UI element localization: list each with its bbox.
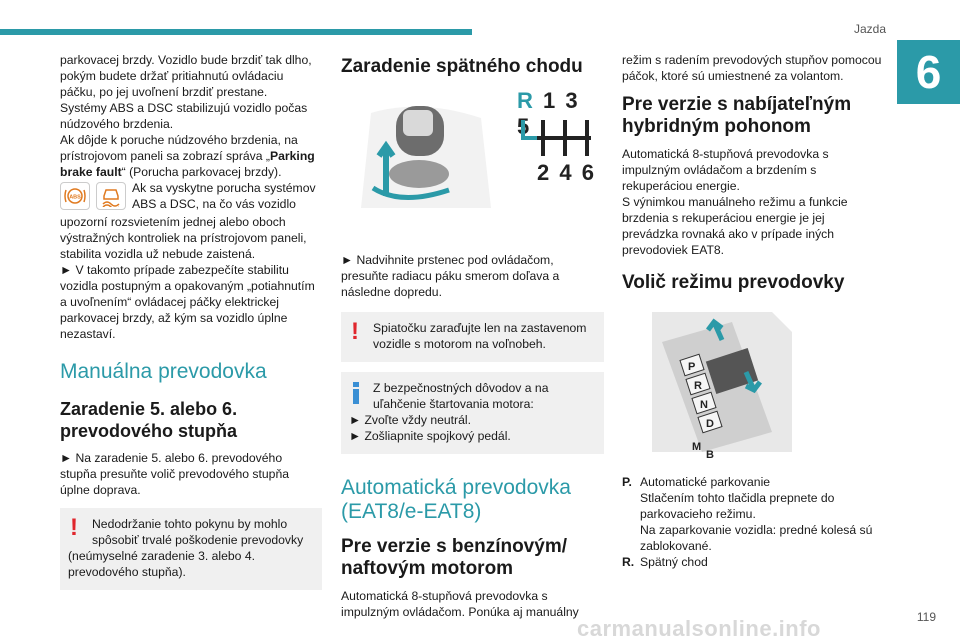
info-note: Z bezpečnostných dôvodov a na uľahčenie štartovania motora: ► Zvoľte vždy neutrál. ► Zošliapnite spojkový pedál. [341,372,604,454]
page-number: 119 [916,610,936,624]
header-accent-bar [0,29,472,35]
warning-note: ! Nedodržanie tohto pokynu by mohlo spôsobiť trvalé poškodenie prevodovky (neúmyselné zaradenie 3. alebo 4. prevodového stupňa). [60,508,322,590]
subsection-title: Zaradenie spätného chodu [341,56,583,77]
legend-item: R. Spätný chod [622,555,708,569]
paragraph: Systémy ABS a DSC stabilizujú vozidlo počas núdzového brzdenia. [60,101,308,131]
selector-letter-r: R [694,380,702,392]
paragraph: parkovacej brzdy. Vozidlo bude brzdiť tak dlho, pokým budete držať pritiahnutú ovládaciu páčku, po jej uvoľnení brzdiť prestane. [60,53,312,99]
warning-note: ! Spiatočku zaraďujte len na zastavenom vozidle s motorom na voľnobeh. [341,312,604,362]
gear-selector-illustration [622,302,884,462]
paragraph: S výnimkou manuálneho režimu a funkcie brzdenia s rekuperáciou energie je jej prevádzka rovnaká ako v prípade iných prevodoviek EAT8. [622,195,848,257]
paragraph: ► V takomto prípade zabezpečíte stabilitu vozidla postupným a opakovaným „potiahnutím a uvoľnením“ ovládacej páčky elektrickej parkovacej brzdy, až kým sa vozidlo úplne nezastaví. [60,263,315,341]
section-title: Manuálna prevodovka [60,360,267,383]
subsection-title: Volič režimu prevodovky [622,272,845,293]
column-2 [341,52,604,620]
abs-warning-icon [60,182,90,210]
watermark: carmanualsonline.info [577,616,821,640]
gear-selector-figure [622,302,884,462]
chapter-name: Jazda [853,22,886,36]
icons-caption: ABS a DSC, na čo vás vozidlo [132,197,296,211]
warning-icon: ! [70,514,78,541]
warning-icon: ! [351,318,359,345]
reverse-gear-figure [341,88,604,208]
warning-icons-row [60,182,322,214]
svg-text:ABS: ABS [69,194,81,201]
icons-caption: Ak sa vyskytne porucha systémov [132,181,316,195]
subsection-title: Pre verzie s benzínovým/ naftovým motorom [341,536,567,579]
info-icon [353,382,359,404]
paragraph: ► Na zaradenie 5. alebo 6. prevodového stupňa presuňte volič prevodového stupňa úplne doprava. [60,451,290,497]
paragraph: upozorní rozsvietením jednej alebo oboch výstražných kontroliek na prístrojovom paneli, stabilita vozidla už nebude zaistená. [60,215,307,261]
stability-warning-icon [96,182,126,210]
selector-letter-d: D [706,418,714,430]
column-3 [622,52,884,570]
selector-letter-p: P [688,361,696,373]
gear-pattern-top: R 1 3 5 [517,88,580,139]
gear-pattern-bottom: 2 4 6 [537,160,596,185]
subsection-title: Zaradenie 5. alebo 6. prevodového stupňa [60,399,238,441]
paragraph: režim s radením prevodových stupňov pomocou páčok, ktoré sú umiestnené za volantom. [622,53,882,83]
column-1 [60,52,322,590]
chapter-number-badge: 6 [897,40,960,104]
paragraph: Ak dôjde k poruche núdzového brzdenia, na prístrojovom paneli sa zobrazí správa „Parking brake fault“ (Porucha parkovacej brzdy). [60,133,315,179]
selector-letter-n: N [700,399,708,411]
selector-letter-b: B [706,449,714,461]
selector-letter-m: M [692,441,702,453]
gear-pattern-diagram [517,118,597,158]
paragraph: ► Nadvihnite prstenec pod ovládačom, presuňte radiacu páku smerom doľava a následne dopredu. [341,253,560,299]
subsection-title: Pre verzie s nabíjateľným hybridným pohonom [622,94,852,137]
legend-item: P. Automatické parkovanie [622,475,771,489]
legend: P. Automatické parkovanie Stlačením tohto tlačidla prepnete do parkovacieho režimu. Na zaparkovanie vozidla: predné kolesá sú zablokované. R. Spätný chod [622,474,884,570]
paragraph: Automatická 8-stupňová prevodovka s impulzným ovládačom a brzdením s rekuperáciou energie. [622,147,829,193]
section-title: Automatická prevodovka (EAT8/e-EAT8) [341,476,571,523]
paragraph: Automatická 8-stupňová prevodovka s impulzným ovládačom. Ponúka aj manuálny [341,589,579,619]
